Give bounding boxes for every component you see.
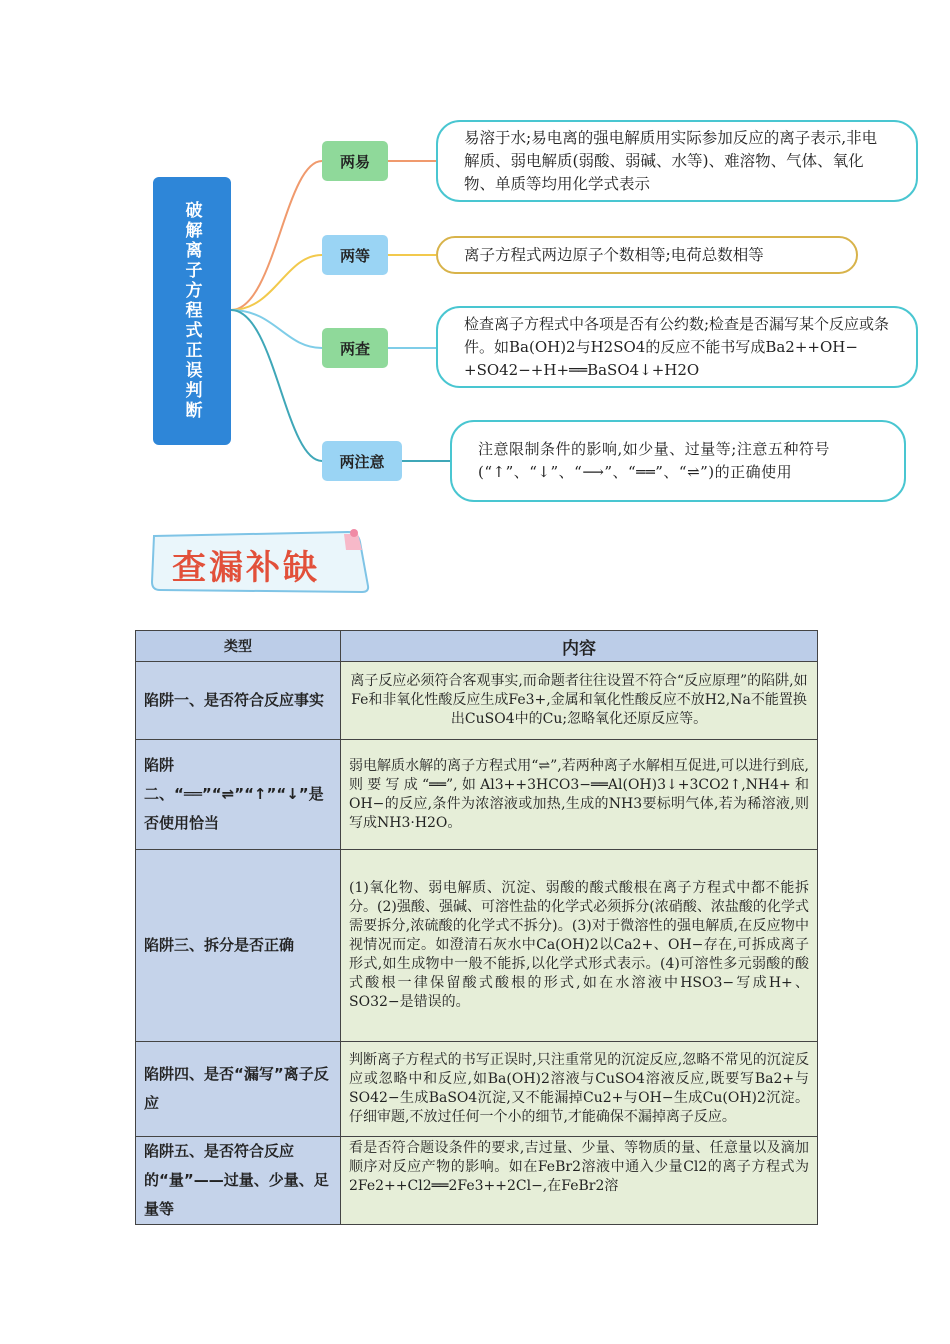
trap-type-1: 陷阱一、是否符合反应事实	[136, 662, 341, 740]
table-row	[136, 1042, 818, 1137]
trap-type-2: 陷阱二、“══”“⇌”“↑”“↓”是否使用恰当	[136, 740, 341, 850]
header-content: 内容	[341, 631, 818, 662]
trap-type-3: 陷阱三、拆分是否正确	[136, 850, 341, 1042]
branch-text-1-content: 易溶于水;易电离的强电解质用实际参加反应的离子表示,非电解质、弱电解质(弱酸、弱碱、水等)、难溶物、气体、氧化物、单质等均用化学式表示	[464, 128, 878, 193]
table-header-row	[136, 631, 818, 662]
mind-map-root: 破解离子方程式正误判断	[153, 177, 231, 445]
trap-type-4: 陷阱四、是否“漏写”离子反应	[136, 1042, 341, 1137]
branch-text-4	[450, 420, 906, 502]
branch-label-3: 两查	[322, 328, 388, 368]
branch-text-3-content: 检查离子方程式中各项是否有公约数;检查是否漏写某个反应或条件。如Ba(OH)2与H2SO4的反应不能书写成Ba2++OH−+SO42−+H+══BaSO4↓+H2O	[464, 314, 890, 379]
trap-content-5: 看是否符合题设条件的要求,吉过量、少量、等物质的量、任意量以及滴加顺序对反应产物的影响。如在FeBr2溶液中通入少量Cl2的离子方程式为2Fe2++Cl2══2Fe3++2Cl−,在FeBr2溶	[341, 1137, 818, 1225]
table-row	[136, 662, 818, 740]
branch-text-1	[436, 120, 918, 202]
table-row	[136, 1137, 818, 1225]
banner-clip-icon	[350, 529, 358, 537]
table-row	[136, 850, 818, 1042]
trap-content-1: 离子反应必须符合客观事实,而命题者往往设置不符合“反应原理”的陷阱,如Fe和非氧化性酸反应生成Fe3+,金属和氧化性酸反应不放H2,Na不能置换出CuSO4中的Cu;忽略氧化还原反应等。	[341, 662, 818, 740]
branch-label-2: 两等	[322, 235, 388, 275]
trap-content-2: 弱电解质水解的离子方程式用“⇌”,若两种离子水解相互促进,可以进行到底,则要写成“══”,如Al3++3HCO3−══Al(OH)3↓+3CO2↑,NH4+和OH−的反应,条件为浓溶液或加热,生成的NH3要标明气体,若为稀溶液,则写成NH3·H2O。	[341, 740, 818, 850]
branch-text-4-content: 注意限制条件的影响,如少量、过量等;注意五种符号(“↑”、“↓”、“⟶”、“══”、“⇌”)的正确使用	[478, 440, 830, 481]
branch-text-2-content: 离子方程式两边原子个数相等;电荷总数相等	[464, 245, 764, 264]
branch-text-3	[436, 306, 918, 388]
trap-type-5: 陷阱五、是否符合反应的“量”——过量、少量、足量等	[136, 1137, 341, 1225]
table-row	[136, 740, 818, 850]
trap-content-4: 判断离子方程式的书写正误时,只注重常见的沉淀反应,忽略不常见的沉淀反应或忽略中和反应,如Ba(OH)2溶液与CuSO4溶液反应,既要写Ba2+与SO42−生成BaSO4沉淀,又不能漏掉Cu2+与OH−生成Cu(OH)2沉淀。仔细审题,不放过任何一个小的细节,才能确保不漏掉离子反应。	[341, 1042, 818, 1137]
trap-content-3: (1)氧化物、弱电解质、沉淀、弱酸的酸式酸根在离子方程式中都不能拆分。(2)强酸、强碱、可溶性盐的化学式必须拆分(浓硝酸、浓盐酸的化学式需要拆分,浓硫酸的化学式不拆分)。(3)对于微溶性的强电解质,在反应物中视情况而定。如澄清石灰水中Ca(OH)2以Ca2+、OH−存在,可拆成离子形式,如生成物中一般不能拆,以化学式形式表示。(4)可溶性多元弱酸的酸式酸根一律保留酸式酸根的形式,如在水溶液中HSO3−写成H+、SO32−是错误的。	[341, 850, 818, 1042]
banner-title: 查漏补缺	[172, 548, 320, 588]
mind-map	[0, 0, 950, 520]
trap-table	[135, 630, 818, 1225]
branch-label-4: 两注意	[322, 441, 402, 481]
branch-label-1: 两易	[322, 141, 388, 181]
header-type: 类型	[136, 631, 341, 662]
branch-text-2	[436, 236, 858, 274]
